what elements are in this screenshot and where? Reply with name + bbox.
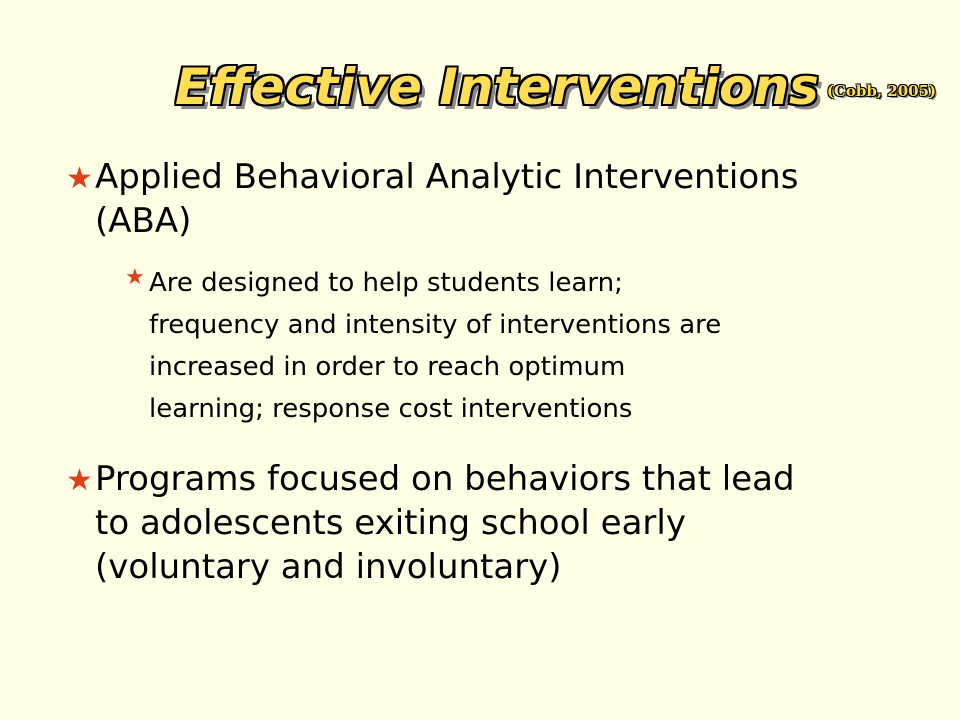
bullet-line: (ABA) xyxy=(95,201,192,241)
sub-bullet-aba-description xyxy=(125,262,879,430)
bullet-programs xyxy=(66,457,885,589)
title-row xyxy=(175,58,936,116)
bullet-line: Are designed to help students learn; xyxy=(149,268,623,298)
bullet-text xyxy=(95,457,885,589)
bullet-aba xyxy=(66,155,885,243)
bullet-line: to adolescents exiting school early xyxy=(95,503,686,543)
bullet-line: Programs focused on behaviors that lead xyxy=(95,459,795,499)
bullet-text xyxy=(149,262,879,430)
slide-title: Effective Interventions xyxy=(175,58,819,116)
star-bullet-icon: ★ xyxy=(66,463,93,498)
star-bullet-icon: ★ xyxy=(125,265,145,290)
bullet-line: increased in order to reach optimum xyxy=(149,352,626,382)
bullet-text xyxy=(95,155,885,243)
bullet-line: Applied Behavioral Analytic Interventions xyxy=(95,157,799,197)
star-bullet-icon: ★ xyxy=(66,161,93,196)
bullet-line: frequency and intensity of interventions are xyxy=(149,310,722,340)
bullet-line: (voluntary and involuntary) xyxy=(95,547,562,587)
citation: (Cobb, 2005) xyxy=(826,82,937,100)
bullet-line: learning; response cost interventions xyxy=(149,394,633,424)
